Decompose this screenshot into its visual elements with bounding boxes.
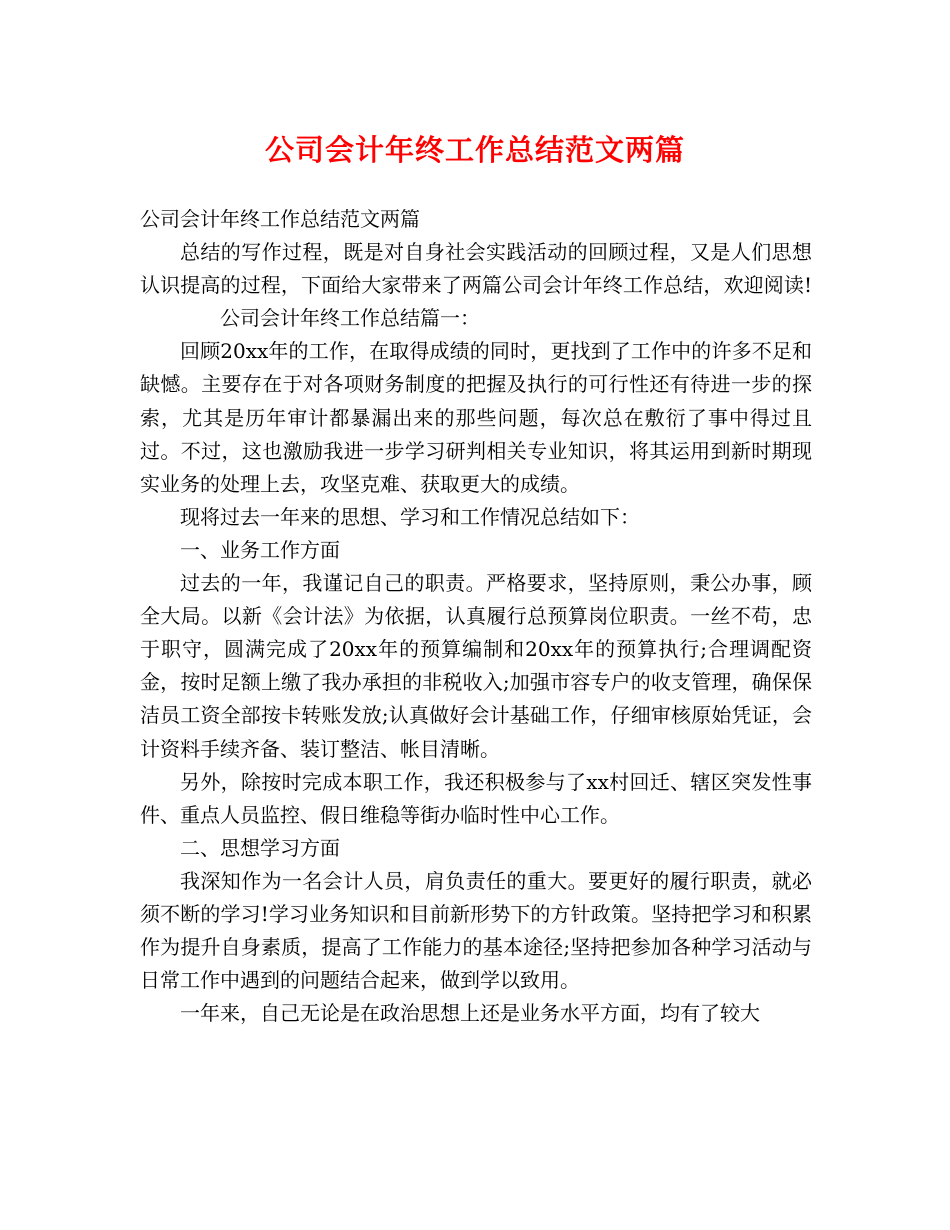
paragraph-subtitle: 公司会计年终工作总结范文两篇	[140, 207, 420, 231]
paragraph-intro	[140, 236, 812, 335]
paragraph-additional: 另外，除按时完成本职工作，我还积极参与了xx村回迁、辖区突发性事件、重点人员监控、假日维稳等街办临时性中心工作。	[140, 769, 812, 827]
paragraph-review: 回顾20xx年的工作，在取得成绩的同时，更找到了工作中的许多不足和缺憾。主要存在于对各项财务制度的把握及执行的可行性还有待进一步的探索，尤其是历年审计都暴漏出来的那些问题，每次总在敷衍了事中得过且过。不过，这也激励我进一步学习研判相关专业知识，将其运用到新时期现实业务的处理上去，攻坚克难、获取更大的成绩。	[140, 339, 812, 496]
section-heading-study: 二、思想学习方面	[180, 835, 340, 860]
paragraph-business: 过去的一年，我谨记自己的职责。严格要求，坚持原则，秉公办事，顾全大局。以新《会计法》为依据，认真履行总预算岗位职责。一丝不苟，忠于职守，圆满完成了20xx年的预算编制和20xx年的预算执行;合理调配资金，按时足额上缴了我办承担的非税收入;加强市容专户的收支管理，确保保洁员工资全部按卡转账发放;认真做好会计基础工作，仔细审核原始凭证，会计资料手续齐备、装订整洁、帐目清晰。	[140, 571, 812, 761]
section-heading-business: 一、业务工作方面	[180, 537, 340, 562]
intro-tail-heading: 公司会计年终工作总结篇一：	[220, 306, 480, 331]
paragraph-study: 我深知作为一名会计人员，肩负责任的重大。要更好的履行职责，就必须不断的学习!学习业务知识和目前新形势下的方针政策。坚持把学习和积累作为提升自身素质，提高了工作能力的基本途径;坚持把参加各种学习活动与日常工作中遇到的问题结合起来，做到学以致用。	[140, 868, 812, 993]
document-title: 公司会计年终工作总结范文两篇	[264, 133, 685, 167]
paragraph-summary-lead: 现将过去一年来的思想、学习和工作情况总结如下：	[180, 504, 640, 529]
intro-text: 总结的写作过程，既是对自身社会实践活动的回顾过程，又是人们思想认识提高的过程，下面给大家带来了两篇公司会计年终工作总结，欢迎阅读!	[140, 240, 812, 298]
paragraph-year-review: 一年来，自己无论是在政治思想上还是业务水平方面，均有了较大	[180, 1001, 760, 1026]
document-body	[140, 203, 812, 1030]
